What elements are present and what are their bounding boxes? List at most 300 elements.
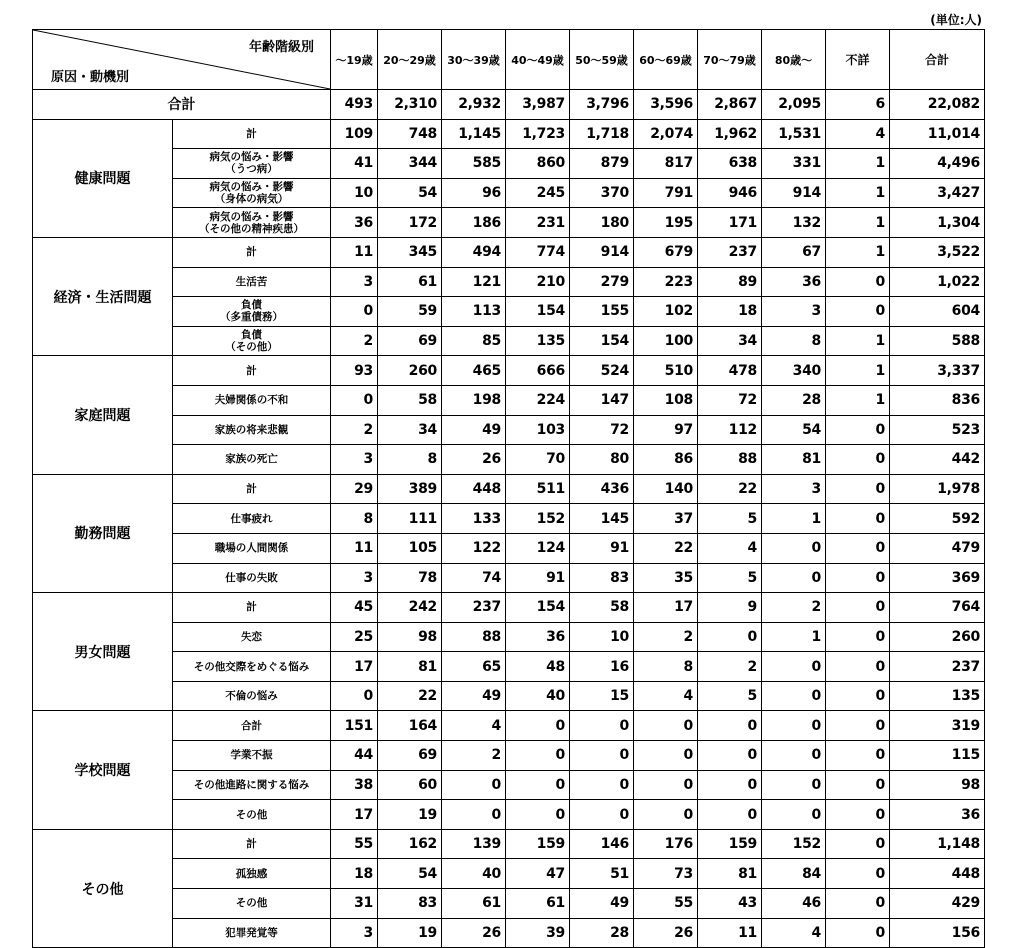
cell-value: 817 — [634, 149, 698, 179]
cell-value: 442 — [890, 445, 985, 475]
table-row — [33, 741, 985, 771]
col-header: 合計 — [890, 30, 985, 90]
cell-value: 6 — [826, 90, 890, 120]
cell-value: 154 — [570, 326, 634, 356]
cell-value: 176 — [634, 829, 698, 859]
cell-value: 237 — [442, 593, 506, 623]
cell-value: 10 — [570, 622, 634, 652]
cell-value: 0 — [762, 652, 826, 682]
cell-value: 22 — [634, 533, 698, 563]
cell-value: 0 — [826, 652, 890, 682]
cell-value: 0 — [698, 741, 762, 771]
cell-value: 260 — [890, 622, 985, 652]
group-total-row — [33, 474, 985, 504]
col-header: ～19歳 — [331, 30, 378, 90]
subcategory-label: その他進路に関する悩み — [173, 770, 331, 800]
cell-value: 159 — [506, 829, 570, 859]
cell-value: 0 — [826, 593, 890, 623]
cell-value: 592 — [890, 504, 985, 534]
cell-value: 4 — [442, 711, 506, 741]
cell-value: 1,304 — [890, 208, 985, 238]
cell-value: 25 — [331, 622, 378, 652]
cell-value: 429 — [890, 889, 985, 919]
cell-value: 97 — [634, 415, 698, 445]
cell-value: 436 — [570, 474, 634, 504]
cell-value: 1,978 — [890, 474, 985, 504]
cell-value: 78 — [378, 563, 442, 593]
cell-value: 1 — [826, 208, 890, 238]
cell-value: 80 — [570, 445, 634, 475]
cell-value: 113 — [442, 297, 506, 327]
cell-value: 1 — [826, 385, 890, 415]
cell-value: 0 — [826, 533, 890, 563]
cell-value: 4 — [698, 533, 762, 563]
cell-value: 70 — [506, 445, 570, 475]
cell-value: 81 — [698, 859, 762, 889]
cell-value: 36 — [890, 800, 985, 830]
cell-value: 54 — [378, 859, 442, 889]
cell-value: 198 — [442, 385, 506, 415]
cell-value: 0 — [826, 770, 890, 800]
cell-value: 0 — [826, 889, 890, 919]
cell-value: 5 — [698, 504, 762, 534]
subtotal-label: 計 — [173, 237, 331, 267]
cell-value: 748 — [378, 119, 442, 149]
cell-value: 72 — [698, 385, 762, 415]
cell-value: 22 — [698, 474, 762, 504]
cell-value: 0 — [506, 770, 570, 800]
cell-value: 105 — [378, 533, 442, 563]
cell-value: 0 — [634, 770, 698, 800]
cell-value: 279 — [570, 267, 634, 297]
cell-value: 0 — [634, 800, 698, 830]
cell-value: 180 — [570, 208, 634, 238]
cell-value: 0 — [826, 445, 890, 475]
table-row — [33, 326, 985, 356]
cell-value: 51 — [570, 859, 634, 889]
cell-value: 0 — [826, 859, 890, 889]
subcategory-label: 夫婦関係の不和 — [173, 385, 331, 415]
cell-value: 448 — [442, 474, 506, 504]
cell-value: 115 — [890, 741, 985, 771]
cell-value: 89 — [698, 267, 762, 297]
group-total-row — [33, 593, 985, 623]
cell-value: 494 — [442, 237, 506, 267]
cell-value: 46 — [762, 889, 826, 919]
cell-value: 61 — [442, 889, 506, 919]
cell-value: 0 — [762, 800, 826, 830]
cell-value: 112 — [698, 415, 762, 445]
subtotal-label: 計 — [173, 474, 331, 504]
cell-value: 17 — [331, 800, 378, 830]
col-header: 30～39歳 — [442, 30, 506, 90]
cell-value: 19 — [378, 918, 442, 948]
cell-value: 11,014 — [890, 119, 985, 149]
table-row — [33, 149, 985, 179]
cell-value: 1,723 — [506, 119, 570, 149]
subcategory-label: 仕事の失敗 — [173, 563, 331, 593]
cell-value: 836 — [890, 385, 985, 415]
cell-value: 0 — [826, 504, 890, 534]
cell-value: 1 — [826, 326, 890, 356]
cell-value: 86 — [634, 445, 698, 475]
cell-value: 666 — [506, 356, 570, 386]
cell-value: 135 — [506, 326, 570, 356]
cell-value: 0 — [634, 711, 698, 741]
category-label: 家庭問題 — [33, 356, 173, 474]
cell-value: 0 — [570, 741, 634, 771]
cell-value: 26 — [442, 445, 506, 475]
cell-value: 11 — [698, 918, 762, 948]
subcategory-label: その他 — [173, 800, 331, 830]
cell-value: 48 — [506, 652, 570, 682]
cell-value: 49 — [570, 889, 634, 919]
subcategory-label: 病気の悩み・影響 （その他の精神疾患） — [173, 208, 331, 238]
cell-value: 774 — [506, 237, 570, 267]
table-row — [33, 918, 985, 948]
table-row — [33, 889, 985, 919]
cell-value: 0 — [826, 297, 890, 327]
cell-value: 88 — [698, 445, 762, 475]
table-row — [33, 297, 985, 327]
cell-value: 26 — [634, 918, 698, 948]
cell-value: 59 — [378, 297, 442, 327]
cell-value: 132 — [762, 208, 826, 238]
cell-value: 74 — [442, 563, 506, 593]
cell-value: 103 — [506, 415, 570, 445]
col-header: 不詳 — [826, 30, 890, 90]
cell-value: 1,962 — [698, 119, 762, 149]
cell-value: 108 — [634, 385, 698, 415]
cell-value: 1,718 — [570, 119, 634, 149]
cell-value: 31 — [331, 889, 378, 919]
cell-value: 2 — [698, 652, 762, 682]
cell-value: 155 — [570, 297, 634, 327]
cell-value: 5 — [698, 563, 762, 593]
cell-value: 860 — [506, 149, 570, 179]
subcategory-label: 失恋 — [173, 622, 331, 652]
cell-value: 122 — [442, 533, 506, 563]
cell-value: 585 — [442, 149, 506, 179]
cell-value: 156 — [890, 918, 985, 948]
col-header: 70～79歳 — [698, 30, 762, 90]
cell-value: 0 — [331, 297, 378, 327]
category-label: 男女問題 — [33, 593, 173, 711]
cell-value: 523 — [890, 415, 985, 445]
col-header: 80歳～ — [762, 30, 826, 90]
cell-value: 22 — [378, 681, 442, 711]
col-header: 60～69歳 — [634, 30, 698, 90]
cell-value: 58 — [378, 385, 442, 415]
cell-value: 3,427 — [890, 178, 985, 208]
cell-value: 345 — [378, 237, 442, 267]
cell-value: 98 — [890, 770, 985, 800]
cell-value: 28 — [570, 918, 634, 948]
cell-value: 49 — [442, 681, 506, 711]
subcategory-label: その他交際をめぐる悩み — [173, 652, 331, 682]
cell-value: 43 — [698, 889, 762, 919]
cell-value: 36 — [762, 267, 826, 297]
subtotal-label: 計 — [173, 829, 331, 859]
cell-value: 231 — [506, 208, 570, 238]
subcategory-label: 生活苦 — [173, 267, 331, 297]
cell-value: 588 — [890, 326, 985, 356]
cell-value: 54 — [378, 178, 442, 208]
cell-value: 3,522 — [890, 237, 985, 267]
cell-value: 26 — [442, 918, 506, 948]
cell-value: 8 — [331, 504, 378, 534]
cell-value: 1 — [826, 237, 890, 267]
header-row — [33, 30, 985, 90]
cell-value: 55 — [331, 829, 378, 859]
cell-value: 111 — [378, 504, 442, 534]
cell-value: 98 — [378, 622, 442, 652]
cell-value: 65 — [442, 652, 506, 682]
table-row — [33, 504, 985, 534]
cell-value: 1,531 — [762, 119, 826, 149]
cell-value: 4,496 — [890, 149, 985, 179]
cell-value: 34 — [698, 326, 762, 356]
cell-value: 84 — [762, 859, 826, 889]
subtotal-label: 合計 — [173, 711, 331, 741]
table-row — [33, 652, 985, 682]
cell-value: 1 — [762, 504, 826, 534]
cell-value: 0 — [826, 415, 890, 445]
group-total-row — [33, 711, 985, 741]
cell-value: 60 — [378, 770, 442, 800]
cell-value: 135 — [890, 681, 985, 711]
cell-value: 946 — [698, 178, 762, 208]
cell-value: 2,867 — [698, 90, 762, 120]
cell-value: 85 — [442, 326, 506, 356]
cell-value: 0 — [762, 711, 826, 741]
table-row — [33, 800, 985, 830]
cell-value: 83 — [378, 889, 442, 919]
cell-value: 36 — [331, 208, 378, 238]
cell-value: 0 — [762, 741, 826, 771]
cell-value: 510 — [634, 356, 698, 386]
cell-value: 81 — [378, 652, 442, 682]
cell-value: 17 — [331, 652, 378, 682]
category-label: 経済・生活問題 — [33, 237, 173, 355]
cell-value: 152 — [506, 504, 570, 534]
cell-value: 47 — [506, 859, 570, 889]
cell-value: 260 — [378, 356, 442, 386]
cell-value: 40 — [506, 681, 570, 711]
cell-value: 1,148 — [890, 829, 985, 859]
cell-value: 91 — [570, 533, 634, 563]
cell-value: 0 — [442, 770, 506, 800]
cell-value: 2,932 — [442, 90, 506, 120]
cell-value: 3 — [331, 918, 378, 948]
subcategory-label: 負債 （その他） — [173, 326, 331, 356]
subcategory-label: 負債 （多重債務） — [173, 297, 331, 327]
cell-value: 340 — [762, 356, 826, 386]
cell-value: 100 — [634, 326, 698, 356]
cell-value: 223 — [634, 267, 698, 297]
cell-value: 3 — [331, 445, 378, 475]
subcategory-label: その他 — [173, 889, 331, 919]
cell-value: 36 — [506, 622, 570, 652]
cell-value: 0 — [331, 681, 378, 711]
cell-value: 11 — [331, 237, 378, 267]
cell-value: 18 — [331, 859, 378, 889]
cell-value: 147 — [570, 385, 634, 415]
cell-value: 39 — [506, 918, 570, 948]
cell-value: 0 — [826, 918, 890, 948]
table-row — [33, 622, 985, 652]
cause-header: 原因・動機別 — [51, 70, 130, 85]
cell-value: 29 — [331, 474, 378, 504]
cell-value: 4 — [634, 681, 698, 711]
cell-value: 344 — [378, 149, 442, 179]
cell-value: 245 — [506, 178, 570, 208]
cell-value: 3,796 — [570, 90, 634, 120]
category-label: 健康問題 — [33, 119, 173, 237]
cell-value: 37 — [634, 504, 698, 534]
subcategory-label: 不倫の悩み — [173, 681, 331, 711]
cell-value: 0 — [634, 741, 698, 771]
cell-value: 0 — [698, 622, 762, 652]
cell-value: 319 — [890, 711, 985, 741]
cell-value: 72 — [570, 415, 634, 445]
cell-value: 237 — [890, 652, 985, 682]
cell-value: 10 — [331, 178, 378, 208]
unit-label: (単位:人) — [930, 13, 982, 27]
cell-value: 186 — [442, 208, 506, 238]
cell-value: 109 — [331, 119, 378, 149]
cell-value: 58 — [570, 593, 634, 623]
col-header: 20～29歳 — [378, 30, 442, 90]
col-header: 40～49歳 — [506, 30, 570, 90]
cell-value: 679 — [634, 237, 698, 267]
cell-value: 164 — [378, 711, 442, 741]
cell-value: 61 — [506, 889, 570, 919]
cell-value: 151 — [331, 711, 378, 741]
table-row — [33, 859, 985, 889]
group-total-row — [33, 356, 985, 386]
cell-value: 17 — [634, 593, 698, 623]
cell-value: 0 — [570, 800, 634, 830]
cell-value: 18 — [698, 297, 762, 327]
cell-value: 879 — [570, 149, 634, 179]
cell-value: 88 — [442, 622, 506, 652]
cell-value: 3 — [762, 297, 826, 327]
cell-value: 3 — [331, 563, 378, 593]
cell-value: 914 — [762, 178, 826, 208]
cell-value: 40 — [442, 859, 506, 889]
cell-value: 152 — [762, 829, 826, 859]
corner-header — [33, 30, 331, 90]
cell-value: 2 — [331, 415, 378, 445]
subtotal-label: 計 — [173, 356, 331, 386]
cell-value: 1 — [762, 622, 826, 652]
cell-value: 791 — [634, 178, 698, 208]
cell-value: 96 — [442, 178, 506, 208]
cell-value: 0 — [762, 681, 826, 711]
cell-value: 159 — [698, 829, 762, 859]
table-row — [33, 445, 985, 475]
cell-value: 511 — [506, 474, 570, 504]
cell-value: 524 — [570, 356, 634, 386]
cell-value: 121 — [442, 267, 506, 297]
cell-value: 69 — [378, 326, 442, 356]
cell-value: 3 — [331, 267, 378, 297]
cell-value: 2 — [331, 326, 378, 356]
cell-value: 54 — [762, 415, 826, 445]
cell-value: 146 — [570, 829, 634, 859]
cell-value: 604 — [890, 297, 985, 327]
cell-value: 2 — [762, 593, 826, 623]
table-row — [33, 770, 985, 800]
cell-value: 3,337 — [890, 356, 985, 386]
cell-value: 465 — [442, 356, 506, 386]
cell-value: 0 — [826, 800, 890, 830]
cell-value: 69 — [378, 741, 442, 771]
cell-value: 0 — [826, 474, 890, 504]
subcategory-label: 孤独感 — [173, 859, 331, 889]
cell-value: 195 — [634, 208, 698, 238]
cell-value: 638 — [698, 149, 762, 179]
cell-value: 1 — [826, 178, 890, 208]
cell-value: 479 — [890, 533, 985, 563]
cell-value: 0 — [762, 563, 826, 593]
cell-value: 91 — [506, 563, 570, 593]
subcategory-label: 犯罪発覚等 — [173, 918, 331, 948]
cell-value: 67 — [762, 237, 826, 267]
cell-value: 0 — [698, 711, 762, 741]
cell-value: 3,987 — [506, 90, 570, 120]
cell-value: 2 — [634, 622, 698, 652]
cell-value: 0 — [826, 563, 890, 593]
cell-value: 38 — [331, 770, 378, 800]
cell-value: 16 — [570, 652, 634, 682]
cell-value: 369 — [890, 563, 985, 593]
cell-value: 49 — [442, 415, 506, 445]
cell-value: 145 — [570, 504, 634, 534]
cell-value: 5 — [698, 681, 762, 711]
cell-value: 172 — [378, 208, 442, 238]
col-header: 50～59歳 — [570, 30, 634, 90]
subcategory-label: 職場の人間関係 — [173, 533, 331, 563]
cell-value: 0 — [762, 770, 826, 800]
cell-value: 15 — [570, 681, 634, 711]
cell-value: 331 — [762, 149, 826, 179]
cell-value: 4 — [762, 918, 826, 948]
cell-value: 8 — [762, 326, 826, 356]
cell-value: 210 — [506, 267, 570, 297]
cell-value: 1,022 — [890, 267, 985, 297]
cell-value: 93 — [331, 356, 378, 386]
subtotal-label: 計 — [173, 119, 331, 149]
subcategory-label: 家族の将来悲観 — [173, 415, 331, 445]
cell-value: 0 — [762, 533, 826, 563]
grand-total-row — [33, 90, 985, 120]
cell-value: 22,082 — [890, 90, 985, 120]
cell-value: 81 — [762, 445, 826, 475]
cell-value: 0 — [570, 711, 634, 741]
cell-value: 154 — [506, 593, 570, 623]
cell-value: 493 — [331, 90, 378, 120]
cell-value: 0 — [826, 681, 890, 711]
cell-value: 4 — [826, 119, 890, 149]
cell-value: 1 — [826, 356, 890, 386]
cell-value: 370 — [570, 178, 634, 208]
table-row — [33, 533, 985, 563]
cell-value: 45 — [331, 593, 378, 623]
cell-value: 61 — [378, 267, 442, 297]
cell-value: 171 — [698, 208, 762, 238]
